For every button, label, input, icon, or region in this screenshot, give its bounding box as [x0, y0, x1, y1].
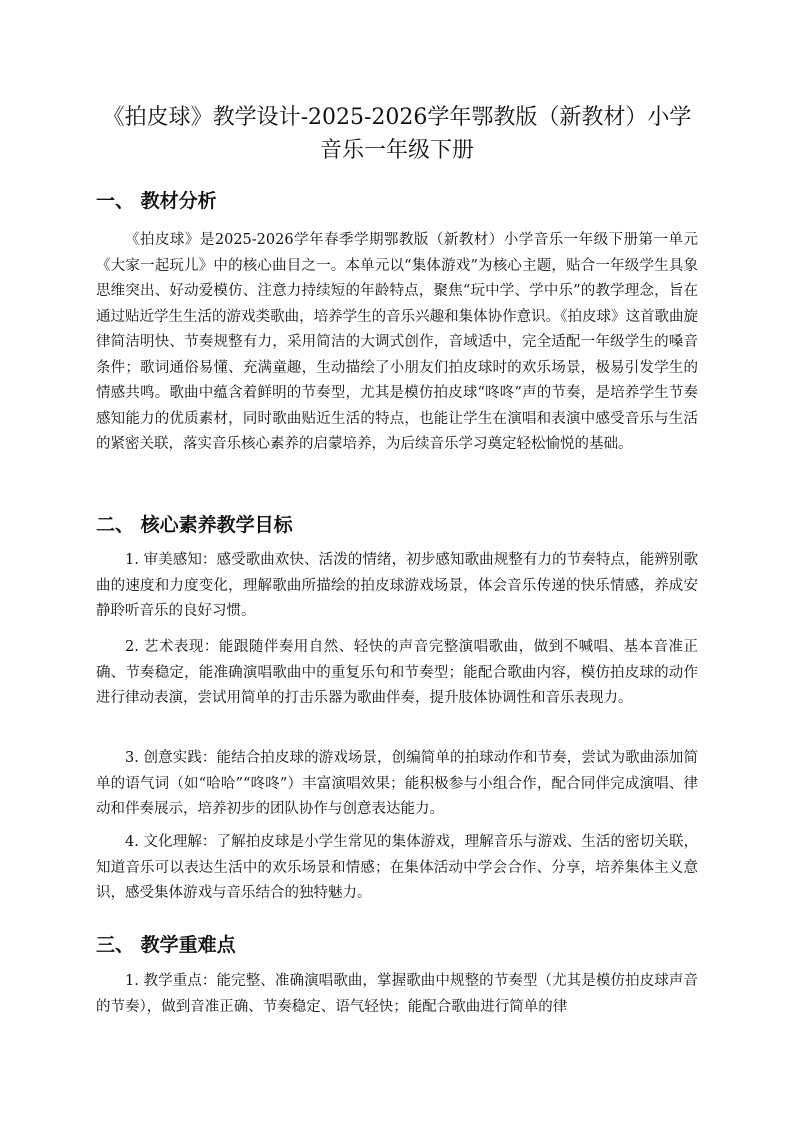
paragraph-goal-creative-practice: 3. 创意实践：能结合拍皮球的游戏场景，创编简单的拍球动作和节奏，尝试为歌曲添加简单的语气词（如“哈哈”“咚咚”）丰富演唱效果；能积极参与小组合作，配合同伴完成演唱、律动和伴奏展示，培养初步的团队协作与创意表达能力。	[96, 750, 698, 817]
section-heading-key-points: 三、 教学重难点	[96, 934, 236, 956]
section-heading-material-analysis: 一、 教材分析	[96, 190, 217, 212]
paragraph-goal-art-expression: 2. 艺术表现：能跟随伴奏用自然、轻快的声音完整演唱歌曲，做到不喊唱、基本音准正确、节奏稳定，能准确演唱歌曲中的重复乐句和节奏型；能配合歌曲内容，模仿拍皮球的动作进行律动表演，尝试用简单的打击乐器为歌曲伴奏，提升肢体协调性和音乐表现力。	[96, 639, 698, 706]
paragraph-goal-aesthetic: 1. 审美感知：感受歌曲欢快、活泼的情绪，初步感知歌曲规整有力的节奏特点，能辨别歌曲的速度和力度变化，理解歌曲所描绘的拍皮球游戏场景，体会音乐传递的快乐情感，养成安静聆听音乐的良好习惯。	[96, 552, 698, 619]
paragraph-key-point-1: 1. 教学重点：能完整、准确演唱歌曲，掌握歌曲中规整的节奏型（尤其是模仿拍皮球声音的节奏），做到音准正确、节奏稳定、语气轻快；能配合歌曲进行简单的律	[96, 973, 698, 1015]
paragraph-goal-cultural-understanding: 4. 文化理解：了解拍皮球是小学生常见的集体游戏，理解音乐与游戏、生活的密切关联，知道音乐可以表达生活中的欢乐场景和情感；在集体活动中学会合作、分享，培养集体主义意识，感受集体游戏与音乐结合的独特魅力。	[96, 834, 698, 901]
paragraph-material-analysis: 《拍皮球》是2025-2026学年春季学期鄂教版（新教材）小学音乐一年级下册第一单元《大家一起玩儿》中的核心曲目之一。本单元以“集体游戏”为核心主题，贴合一年级学生具象思维突出、好动爱模仿、注意力持续短的年龄特点，聚焦“玩中学、学中乐”的教学理念，旨在通过贴近学生生活的游戏类歌曲，培养学生的音乐兴趣和集体协作意识。《拍皮球》这首歌曲旋律简洁明快、节奏规整有力，采用简洁的大调式创作，音域适中，完全适配一年级学生的嗓音条件；歌词通俗易懂、充满童趣，生动描绘了小朋友们拍皮球时的欢乐场景，极易引发学生的情感共鸣。歌曲中蕴含着鲜明的节奏型，尤其是模仿拍皮球“咚咚”声的节奏，是培养学生节奏感知能力的优质素材，同时歌曲贴近生活的特点，也能让学生在演唱和表演中感受音乐与生活的紧密关联，落实音乐核心素养的启蒙培养，为后续音乐学习奠定轻松愉悦的基础。	[96, 232, 698, 452]
section-heading-teaching-goals: 二、 核心素养教学目标	[96, 514, 293, 536]
document-title: 《拍皮球》教学设计-2025-2026学年鄂教版（新教材）小学音乐一年级下册	[102, 105, 692, 163]
